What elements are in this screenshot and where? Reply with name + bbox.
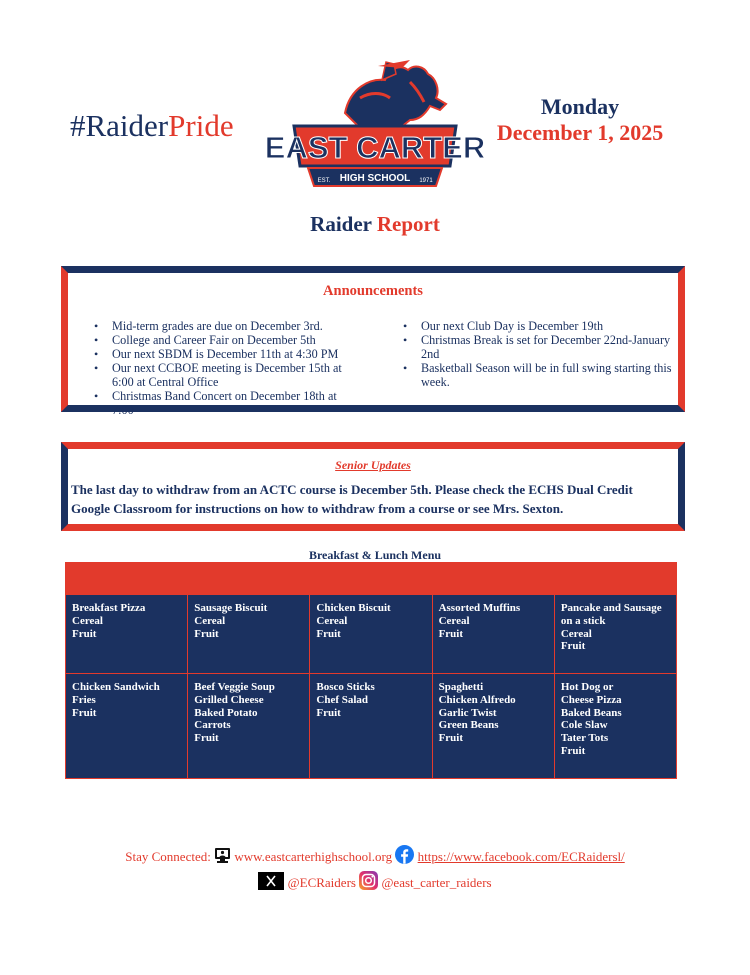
logo-year: 1971 bbox=[419, 178, 433, 184]
menu-item: Fruit bbox=[316, 706, 341, 719]
menu-item: Fruit bbox=[438, 627, 464, 640]
menu-item: Hot Dog or bbox=[560, 681, 614, 693]
report-title-report: Report bbox=[376, 212, 440, 236]
menu-item: Chef Salad bbox=[316, 693, 369, 706]
menu-item: Spaghetti bbox=[438, 681, 484, 693]
menu-item: Assorted Muffins bbox=[438, 602, 521, 614]
footer-line-1 bbox=[0, 845, 750, 865]
facebook-link[interactable]: https://www.facebook.com/ECRaidersl/ bbox=[417, 849, 625, 864]
x-handle[interactable]: @ECRaiders bbox=[287, 875, 356, 890]
menu-title: Breakfast & Lunch Menu bbox=[308, 548, 442, 562]
menu-item: Breakfast Pizza bbox=[72, 602, 146, 614]
list-item: • Our next CCBOE meeting is December 15th at 6:00 at Central Office bbox=[94, 361, 354, 389]
instagram-icon[interactable] bbox=[359, 871, 378, 890]
menu-item: Chicken Alfredo bbox=[438, 693, 516, 706]
report-title bbox=[0, 212, 750, 237]
table-row-lunch bbox=[66, 674, 677, 779]
menu-cell bbox=[66, 595, 188, 674]
list-item: • Our next SBDM is December 11th at 4:30 PM bbox=[94, 347, 354, 361]
menu-item: Bosco Sticks bbox=[316, 681, 375, 693]
menu-item: Baked Beans bbox=[560, 706, 622, 719]
date-day: Monday bbox=[540, 94, 620, 119]
list-item: • Mid-term grades are due on December 3rd. bbox=[94, 319, 354, 333]
logo-text-school: HIGH SCHOOL bbox=[339, 173, 411, 184]
menu-item: Fruit bbox=[72, 706, 97, 719]
menu-cell bbox=[310, 595, 432, 674]
logo-ribbon bbox=[308, 168, 442, 186]
menu-item: Green Beans bbox=[438, 719, 499, 732]
menu-item: Pancake and Sausage on a stick bbox=[560, 602, 662, 627]
menu-item: Cheese Pizza bbox=[560, 693, 622, 706]
menu-item: Fruit bbox=[560, 640, 586, 653]
menu-cell bbox=[66, 674, 188, 779]
menu-cell bbox=[188, 674, 310, 779]
menu-item: Garlic Twist bbox=[438, 706, 497, 719]
menu-item: Cereal bbox=[72, 614, 103, 627]
date-block bbox=[480, 94, 680, 146]
menu-cell bbox=[554, 595, 676, 674]
menu-cell bbox=[432, 674, 554, 779]
report-title-raider: Raider bbox=[310, 212, 372, 236]
menu-item: Cereal bbox=[560, 627, 592, 640]
announcements-box bbox=[61, 266, 685, 417]
footer-line-2 bbox=[0, 871, 750, 891]
senior-updates-heading: Senior Updates bbox=[335, 458, 411, 472]
menu-item: Fruit bbox=[438, 732, 464, 745]
menu-item: Fruit bbox=[194, 732, 219, 745]
x-icon[interactable] bbox=[258, 872, 284, 890]
hashtag bbox=[70, 108, 234, 144]
logo-est: EST. bbox=[317, 178, 331, 184]
menu-item: Fries bbox=[72, 693, 96, 706]
logo-text-main: EAST CARTER bbox=[264, 130, 486, 165]
menu-cell bbox=[554, 674, 676, 779]
announcements-left-list bbox=[94, 319, 354, 417]
stay-connected-label: Stay Connected: bbox=[125, 849, 211, 864]
menu-item: Chicken Biscuit bbox=[316, 602, 391, 614]
list-item: • Christmas Break is set for December 22nd-January 2nd bbox=[403, 333, 685, 361]
menu-item: Fruit bbox=[194, 627, 219, 640]
facebook-icon[interactable] bbox=[395, 845, 414, 864]
list-item: • Christmas Band Concert on December 18th at 7:00 bbox=[94, 389, 354, 417]
menu-item: Chicken Sandwich bbox=[72, 681, 160, 693]
instagram-handle[interactable]: @east_carter_raiders bbox=[381, 875, 492, 890]
school-logo bbox=[264, 58, 486, 194]
hashtag-pride: Pride bbox=[168, 108, 234, 143]
raider-horse-emblem bbox=[345, 60, 446, 128]
menu-item: Tater Tots bbox=[560, 732, 609, 745]
menu-cell bbox=[188, 595, 310, 674]
menu-item: Cole Slaw bbox=[560, 719, 608, 732]
senior-updates-text: The last day to withdraw from an ACTC course is December 5th. Please check the ECHS Dual Credit Google Classroom for instructions on how to withdraw from a course or see Mrs. Sexton. bbox=[71, 482, 633, 516]
menu-item: Beef Veggie Soup bbox=[194, 681, 275, 693]
logo-banner bbox=[265, 126, 485, 166]
menu-header-row bbox=[66, 563, 677, 595]
senior-updates-box bbox=[61, 442, 685, 531]
website-link[interactable]: www.eastcarterhighschool.org bbox=[234, 849, 393, 864]
list-item: • Our next Club Day is December 19th bbox=[403, 319, 685, 333]
menu-item: Fruit bbox=[560, 744, 586, 757]
table-row-breakfast bbox=[66, 595, 677, 674]
menu-item: Baked Potato bbox=[194, 706, 258, 719]
menu-item: Sausage Biscuit bbox=[194, 602, 268, 614]
computer-icon bbox=[214, 847, 231, 864]
list-item: • College and Career Fair on December 5th bbox=[94, 333, 354, 347]
menu-item: Fruit bbox=[316, 627, 341, 640]
menu-table bbox=[65, 562, 677, 779]
menu-item: Cereal bbox=[316, 614, 348, 627]
date-full: December 1, 2025 bbox=[496, 120, 664, 145]
announcements-heading: Announcements bbox=[323, 283, 423, 299]
menu-cell bbox=[432, 595, 554, 674]
menu-cell bbox=[310, 674, 432, 779]
hashtag-raider: #Raider bbox=[70, 108, 169, 143]
menu-header-cell bbox=[66, 563, 677, 595]
menu-item: Carrots bbox=[194, 719, 231, 732]
announcements-right-list bbox=[403, 319, 685, 389]
list-item: • Basketball Season will be in full swing starting this week. bbox=[403, 361, 685, 389]
menu-item: Cereal bbox=[438, 614, 470, 627]
menu-item: Grilled Cheese bbox=[194, 693, 264, 706]
menu-item: Fruit bbox=[72, 627, 97, 640]
menu-item: Cereal bbox=[194, 614, 226, 627]
